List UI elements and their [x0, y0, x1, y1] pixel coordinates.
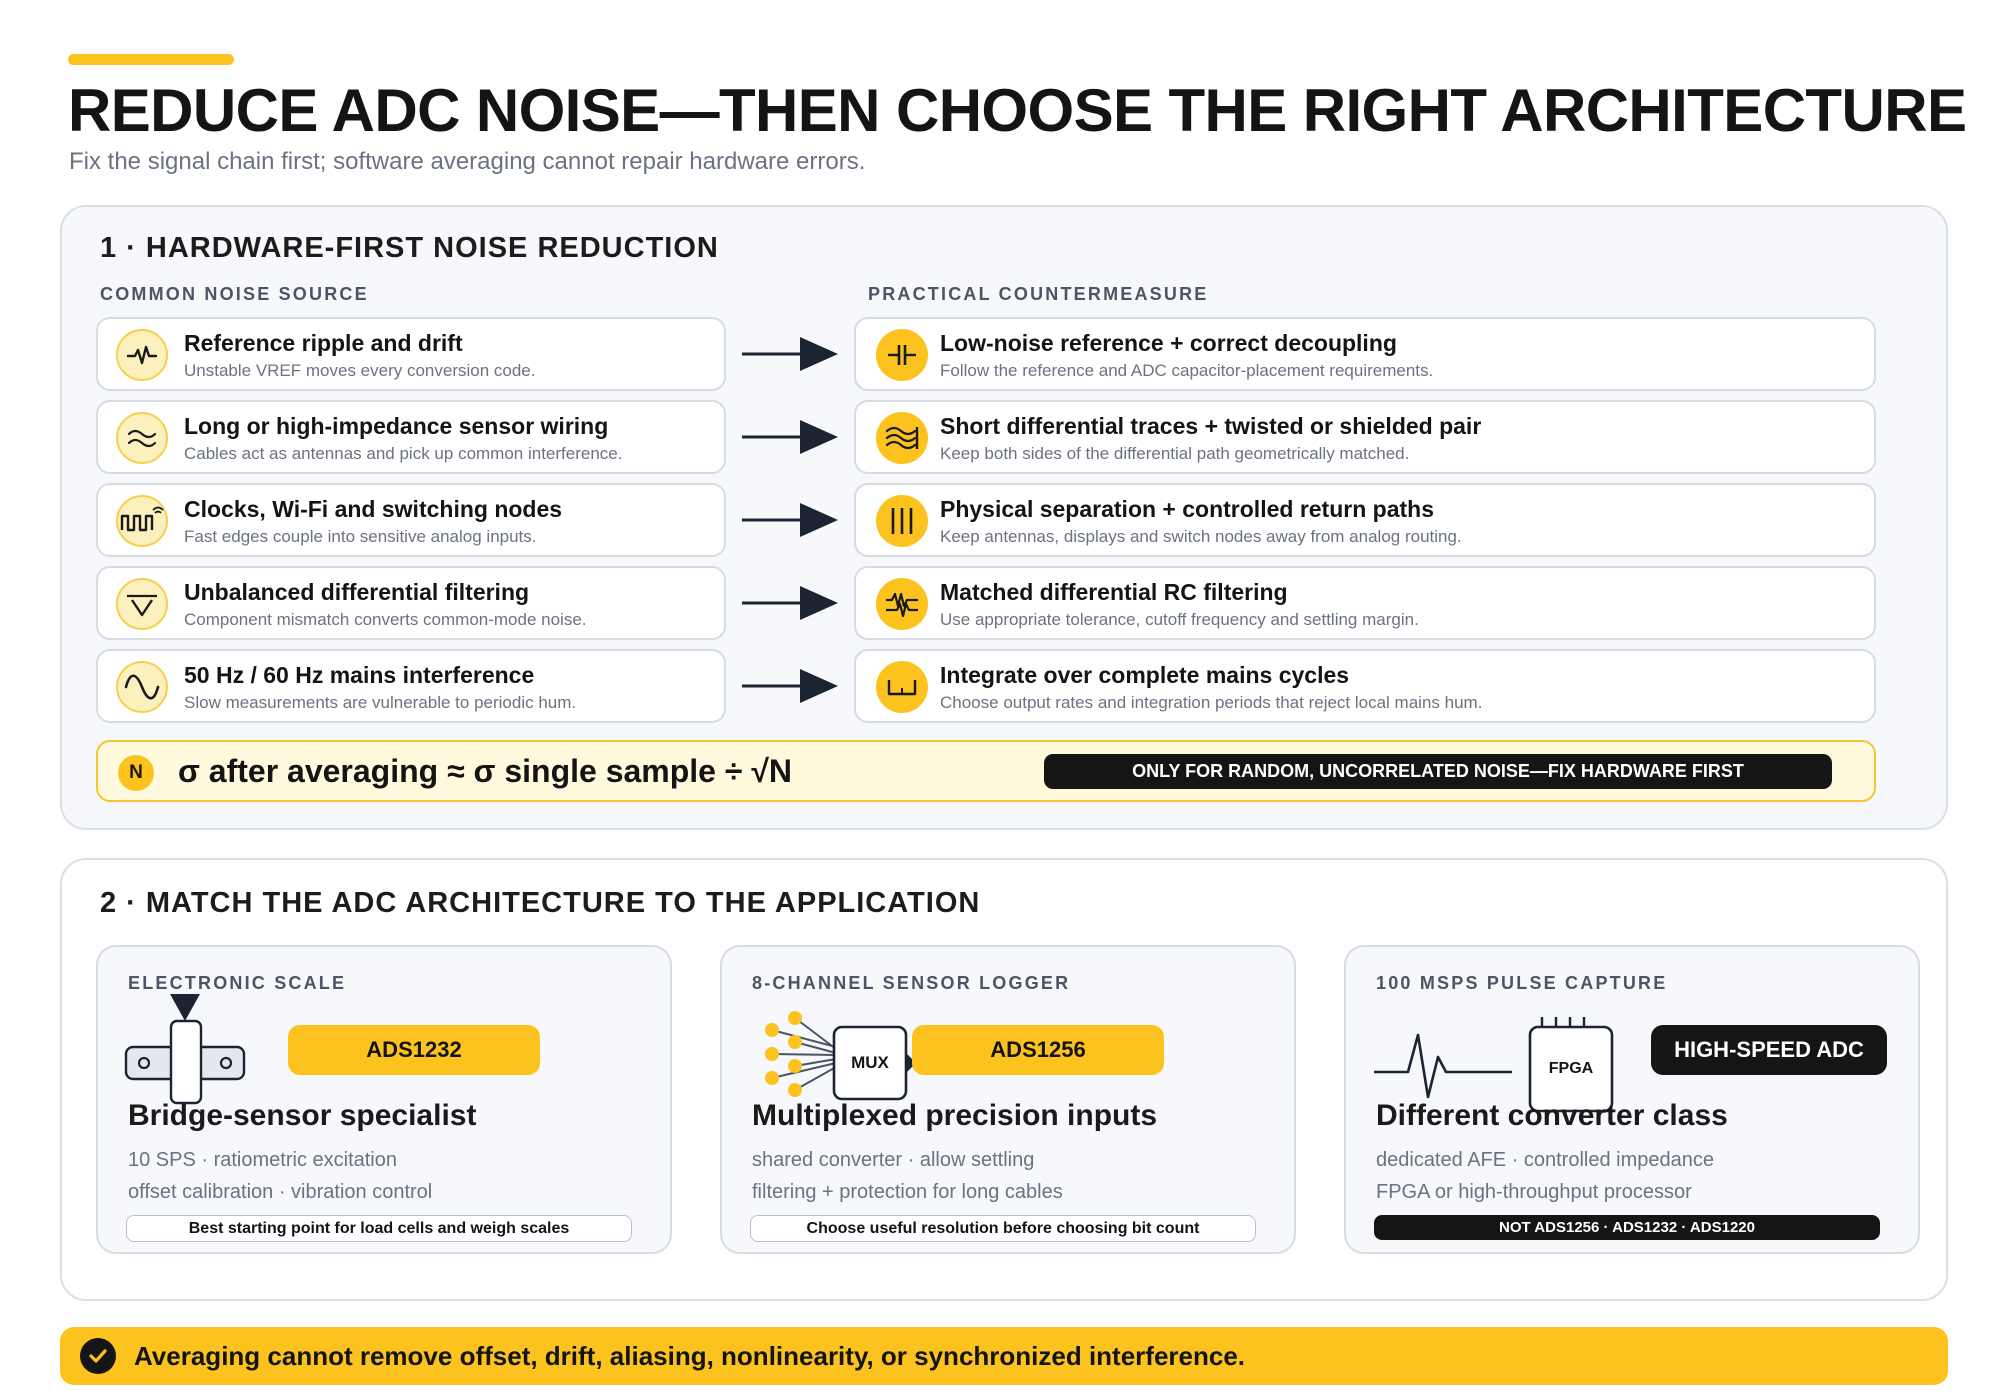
arrow-right-icon [742, 584, 838, 622]
noise-reduction-panel [60, 205, 1948, 830]
ripple-icon [116, 329, 168, 381]
countermeasure-desc: Use appropriate tolerance, cutoff frequency and settling margin. [940, 610, 1419, 629]
countermeasure-desc: Keep antennas, displays and switch nodes away from analog routing. [940, 527, 1462, 546]
noise-source-card [96, 649, 726, 723]
recommendation-pill: NOT ADS1256 · ADS1232 · ADS1220 [1374, 1215, 1880, 1240]
filter-icon [116, 578, 168, 630]
footer-callout [60, 1327, 1948, 1385]
noise-source-title: Reference ripple and drift [184, 330, 463, 356]
separation-icon [876, 495, 928, 547]
countermeasure-title: Physical separation + controlled return paths [940, 496, 1434, 522]
noise-source-title: Long or high-impedance sensor wiring [184, 413, 609, 439]
countermeasure-desc: Keep both sides of the differential path geometrically matched. [940, 444, 1410, 463]
countermeasure-card [854, 649, 1876, 723]
section-1-title: 1 · HARDWARE-FIRST NOISE REDUCTION [100, 232, 719, 264]
architecture-panel [60, 858, 1948, 1301]
countermeasure-card [854, 317, 1876, 391]
noise-row [96, 649, 1876, 723]
recommendation-pill: Choose useful resolution before choosing bit count [750, 1215, 1256, 1242]
architecture-title: Different converter class [1376, 1099, 1728, 1132]
architecture-detail: shared converter · allow settling [752, 1149, 1035, 1171]
application-label: 100 MSPS PULSE CAPTURE [1376, 973, 1668, 993]
architecture-detail: 10 SPS · ratiometric excitation [128, 1149, 397, 1171]
noise-source-card [96, 483, 726, 557]
architecture-detail: filtering + protection for long cables [752, 1181, 1063, 1203]
adc-chip-label: HIGH-SPEED ADC [1651, 1025, 1887, 1075]
countermeasure-card [854, 483, 1876, 557]
noise-row [96, 400, 1876, 474]
noise-row [96, 317, 1876, 391]
arrow-right-icon [742, 501, 838, 539]
integrate-icon [876, 661, 928, 713]
architecture-detail: offset calibration · vibration control [128, 1181, 433, 1203]
noise-source-desc: Component mismatch converts common-mode noise. [184, 610, 587, 629]
arrow-right-icon [742, 335, 838, 373]
noise-source-card [96, 566, 726, 640]
capacitor-icon [876, 329, 928, 381]
page-subtitle: Fix the signal chain first; software averaging cannot repair hardware errors. [69, 148, 866, 175]
mux-label: MUX [851, 1053, 889, 1072]
architecture-title: Multiplexed precision inputs [752, 1099, 1158, 1132]
noise-row [96, 483, 1876, 557]
adc-chip-label: ADS1232 [288, 1025, 540, 1075]
page-title: REDUCE ADC NOISE—THEN CHOOSE THE RIGHT ARCHITECTURE [68, 77, 1967, 144]
architecture-card-scale [96, 945, 672, 1254]
fpga-label: FPGA [1548, 1060, 1594, 1077]
countermeasure-title: Low-noise reference + correct decoupling [940, 330, 1397, 356]
arrow-right-icon [742, 418, 838, 456]
recommendation-pill: Best starting point for load cells and weigh scales [126, 1215, 632, 1242]
wave-icon [116, 412, 168, 464]
countermeasure-title: Matched differential RC filtering [940, 579, 1288, 605]
accent-bar [68, 54, 234, 65]
source-column-label: COMMON NOISE SOURCE [100, 284, 369, 304]
clock-wifi-icon [116, 495, 168, 547]
application-label: ELECTRONIC SCALE [128, 973, 347, 993]
countermeasure-desc: Choose output rates and integration periods that reject local mains hum. [940, 693, 1483, 712]
sine-icon [116, 661, 168, 713]
check-icon [80, 1338, 116, 1374]
countermeasure-card [854, 400, 1876, 474]
noise-source-title: Clocks, Wi-Fi and switching nodes [184, 496, 563, 522]
noise-source-desc: Cables act as antennas and pick up common interference. [184, 444, 623, 463]
countermeasure-column-label: PRACTICAL COUNTERMEASURE [868, 284, 1209, 304]
adc-chip-label: ADS1256 [912, 1025, 1164, 1075]
noise-source-title: 50 Hz / 60 Hz mains interference [184, 662, 535, 688]
architecture-detail: FPGA or high-throughput processor [1376, 1181, 1692, 1203]
architecture-title: Bridge-sensor specialist [128, 1099, 477, 1132]
architecture-card-logger [720, 945, 1296, 1254]
noise-row [96, 566, 1876, 640]
countermeasure-title: Short differential traces + twisted or shielded pair [940, 413, 1482, 439]
architecture-card-pulse [1344, 945, 1920, 1254]
section-2-title: 2 · MATCH THE ADC ARCHITECTURE TO THE APPLICATION [100, 887, 981, 919]
formula-warning-badge: ONLY FOR RANDOM, UNCORRELATED NOISE—FIX HARDWARE FIRST [1044, 754, 1832, 789]
application-label: 8-CHANNEL SENSOR LOGGER [752, 973, 1071, 993]
arrow-right-icon [742, 667, 838, 705]
noise-source-desc: Fast edges couple into sensitive analog inputs. [184, 527, 537, 546]
countermeasure-desc: Follow the reference and ADC capacitor-placement requirements. [940, 361, 1434, 380]
noise-source-title: Unbalanced differential filtering [184, 579, 530, 605]
footer-text: Averaging cannot remove offset, drift, aliasing, nonlinearity, or synchronized interference. [134, 1341, 1246, 1371]
architecture-detail: dedicated AFE · controlled impedance [1376, 1149, 1714, 1171]
noise-source-card [96, 317, 726, 391]
noise-source-desc: Slow measurements are vulnerable to periodic hum. [184, 693, 577, 712]
countermeasure-title: Integrate over complete mains cycles [940, 662, 1350, 688]
noise-source-desc: Unstable VREF moves every conversion code. [184, 361, 536, 380]
matched-filter-icon [876, 578, 928, 630]
n-badge: N [118, 755, 154, 791]
noise-source-card [96, 400, 726, 474]
averaging-formula: σ after averaging ≈ σ single sample ÷ √N [178, 753, 792, 789]
twisted-pair-icon [876, 412, 928, 464]
averaging-formula-bar [96, 740, 1876, 802]
countermeasure-card [854, 566, 1876, 640]
